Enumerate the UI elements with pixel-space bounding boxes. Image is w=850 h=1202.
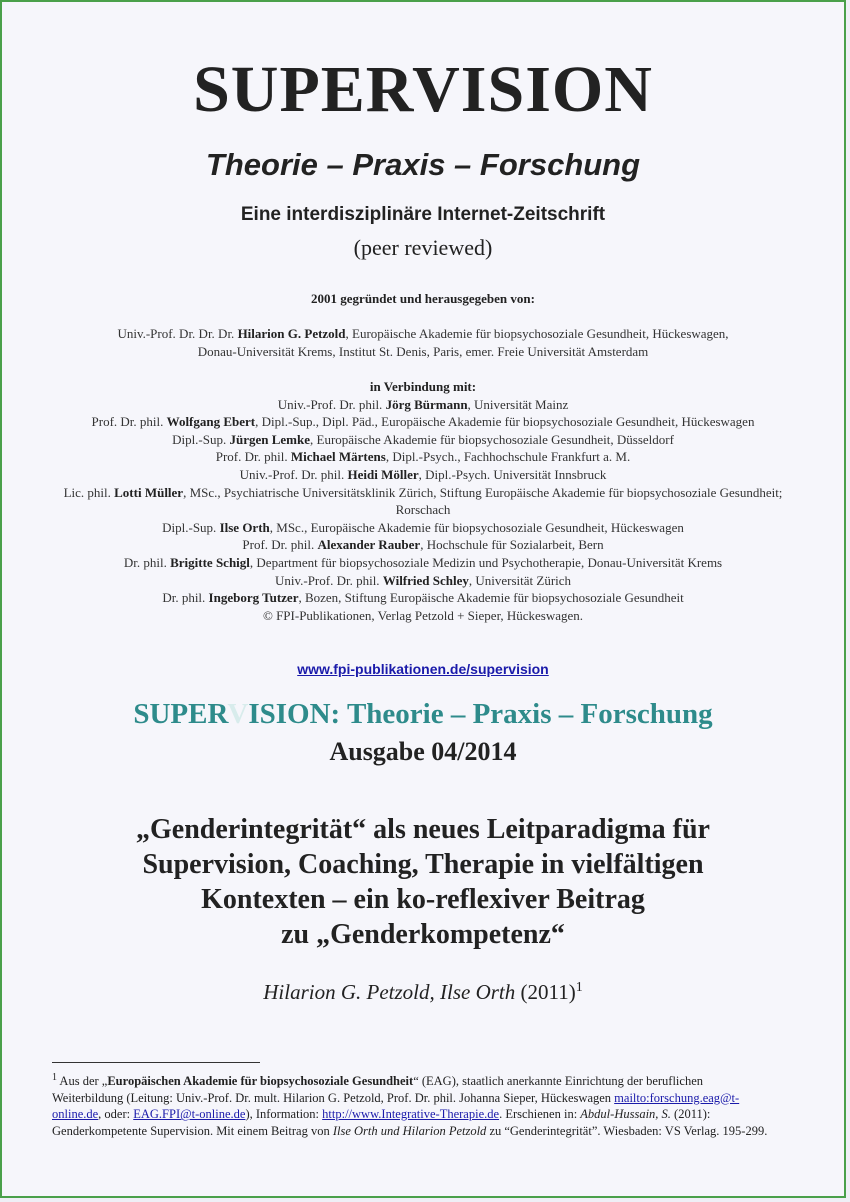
editors-block — [42, 378, 804, 624]
editor-entry — [42, 396, 804, 414]
article-title — [62, 812, 784, 952]
footnote-text: . Erschienen in: — [499, 1107, 581, 1122]
editor-name: Jörg Bürmann — [385, 396, 468, 412]
footnote-divider — [52, 1062, 260, 1063]
editor-name: Wilfried Schley — [382, 572, 469, 588]
editor-name: Alexander Rauber — [317, 537, 421, 553]
editor-title: Lic. phil. — [63, 484, 115, 500]
founder-affiliation: , Europäische Akademie für biopsychosoziale Gesundheit, Hückeswagen, — [345, 326, 729, 341]
editor-name: Ingeborg Tutzer — [208, 590, 299, 606]
editor-title: Dipl.-Sup. — [172, 431, 230, 447]
editor-affiliation: , Hochschule für Sozialarbeit, Bern — [420, 537, 604, 553]
footnote-text: , oder: — [98, 1107, 134, 1122]
editor-affiliation: , Europäische Akademie für biopsychosoziale Gesundheit, Düsseldorf — [310, 431, 674, 447]
editor-title: Univ.-Prof. Dr. phil. — [277, 396, 386, 412]
author-names: Hilarion G. Petzold, Ilse Orth — [263, 980, 516, 1004]
editor-affiliation: , Department für biopsychosoziale Medizin und Psychotherapie, Donau-Universität Krems — [249, 554, 723, 570]
editor-title: Prof. Dr. phil. — [91, 414, 167, 430]
footnote-reference[interactable]: 1 — [575, 980, 583, 995]
journal-type: Eine interdisziplinäre Internet-Zeitschrift — [240, 204, 606, 225]
editor-entry — [42, 572, 804, 590]
editor-title: Prof. Dr. phil. — [242, 537, 318, 553]
peer-reviewed-note: (peer reviewed) — [353, 235, 493, 260]
editor-affiliation: , Dipl.-Psych. Universität Innsbruck — [418, 466, 607, 482]
issue-number: Ausgabe 04/2014 — [329, 737, 517, 766]
footnote-text: ), Information: — [245, 1107, 323, 1122]
article-title-line: Supervision, Coaching, Therapie in vielfältigen — [142, 849, 704, 880]
editor-name: Lotti Müller — [114, 484, 184, 500]
editor-name: Michael Märtens — [290, 449, 386, 465]
editor-title: Prof. Dr. phil. — [215, 449, 291, 465]
footnote-text: (2011): Genderkompetente Supervision. Mit einem Beitrag von — [52, 1107, 711, 1138]
editor-entry — [42, 484, 804, 519]
footnote-website-link[interactable]: http://www.Integrative-Therapie.de — [322, 1107, 500, 1122]
editor-affiliation: , Dipl.-Psych., Fachhochschule Frankfurt a. M. — [385, 449, 631, 465]
footnote-text: zu “Genderintegrität”. Wiesbaden: VS Verlag. 195-299. — [486, 1123, 768, 1138]
footnote-contributors: Ilse Orth und Hilarion Petzold — [332, 1123, 487, 1138]
editor-title: Univ.-Prof. Dr. phil. — [274, 572, 383, 588]
editor-entry — [42, 519, 804, 537]
footnote-email-link-2[interactable]: EAG.FPI@t-online.de — [133, 1107, 246, 1122]
editors-heading: in Verbindung mit: — [369, 379, 477, 394]
editor-title: Dipl.-Sup. — [162, 519, 220, 535]
founded-line: 2001 gegründet und herausgegeben von: — [311, 291, 535, 306]
series-title-part1: SUPER — [133, 698, 228, 730]
editor-entry — [42, 431, 804, 449]
article-authors — [2, 980, 844, 1005]
editor-list — [42, 396, 804, 607]
editor-name: Ilse Orth — [219, 519, 270, 535]
copyright-line: © FPI-Publikationen, Verlag Petzold + Sieper, Hückeswagen. — [262, 607, 584, 623]
founder-block — [42, 325, 804, 360]
editor-entry — [42, 448, 804, 466]
series-title — [2, 698, 844, 731]
footnote-text: Aus der „ — [57, 1074, 108, 1089]
footnote-citation-author: Abdul-Hussain, S. — [580, 1107, 671, 1122]
editor-title: Dr. phil. — [162, 590, 209, 606]
editor-affiliation: , Bozen, Stiftung Europäische Akademie für biopsychosoziale Gesundheit — [298, 590, 684, 606]
founder-name: Hilarion G. Petzold — [237, 326, 346, 341]
footnote-academy-name: Europäischen Akademie für biopsychosoziale Gesundheit — [107, 1074, 414, 1089]
editor-entry — [42, 554, 804, 572]
editor-entry — [42, 589, 804, 607]
footnote — [52, 1070, 772, 1139]
editor-title: Dr. phil. — [123, 554, 171, 570]
editor-name: Brigitte Schigl — [170, 554, 250, 570]
journal-title: SUPERVISION — [193, 53, 653, 126]
editor-name: Wolfgang Ebert — [166, 414, 256, 430]
article-title-line: „Genderintegrität“ als neues Leitparadigma für — [136, 814, 710, 845]
founder-prefix: Univ.-Prof. Dr. Dr. Dr. — [117, 326, 238, 341]
editor-entry — [42, 536, 804, 554]
article-title-line: Kontexten – ein ko-reflexiver Beitrag — [201, 884, 645, 915]
editor-name: Heidi Möller — [347, 466, 419, 482]
footnote-mark: 1 — [52, 1072, 57, 1083]
editor-entry — [42, 413, 804, 431]
editor-affiliation: , MSc., Psychiatrische Universitätsklinik Zürich, Stiftung Europäische Akademie für biopsychosoziale Gesundheit; Rorschach — [183, 484, 783, 518]
publication-year: (2011) — [520, 980, 576, 1004]
editor-entry — [42, 466, 804, 484]
article-title-line: zu „Genderkompetenz“ — [281, 919, 565, 950]
series-title-part2: ISION: Theorie – Praxis – Forschung — [248, 698, 713, 730]
editor-title: Univ.-Prof. Dr. phil. — [239, 466, 348, 482]
footnote-text: “ (EAG), staatlich anerkannte Einrichtung der beruflichen Weiterbildung (Leitung: Univ.-Prof. Dr. mult. Hilarion G. Petzold, Prof. Dr. phil. Johanna Sieper, Hückeswagen — [52, 1074, 703, 1105]
series-title-ghost-letter: V — [227, 698, 249, 730]
website-link[interactable]: www.fpi-publikationen.de/supervision — [297, 661, 549, 677]
editor-affiliation: , Universität Mainz — [467, 396, 569, 412]
editor-affiliation: , Universität Zürich — [468, 572, 572, 588]
website-link-row — [2, 661, 844, 677]
journal-subtitle: Theorie – Praxis – Forschung — [205, 147, 641, 182]
editor-affiliation: , MSc., Europäische Akademie für biopsychosoziale Gesundheit, Hückeswagen — [269, 519, 684, 535]
editor-affiliation: , Dipl.-Sup., Dipl. Päd., Europäische Akademie für biopsychosoziale Gesundheit, Hückeswagen — [255, 414, 755, 430]
editor-name: Jürgen Lemke — [229, 431, 311, 447]
footnote-email-link[interactable]: mailto:forschung.eag@t-online.de — [52, 1090, 740, 1122]
founder-affiliation-2: Donau-Universität Krems, Institut St. Denis, Paris, emer. Freie Universität Amsterdam — [197, 343, 649, 359]
